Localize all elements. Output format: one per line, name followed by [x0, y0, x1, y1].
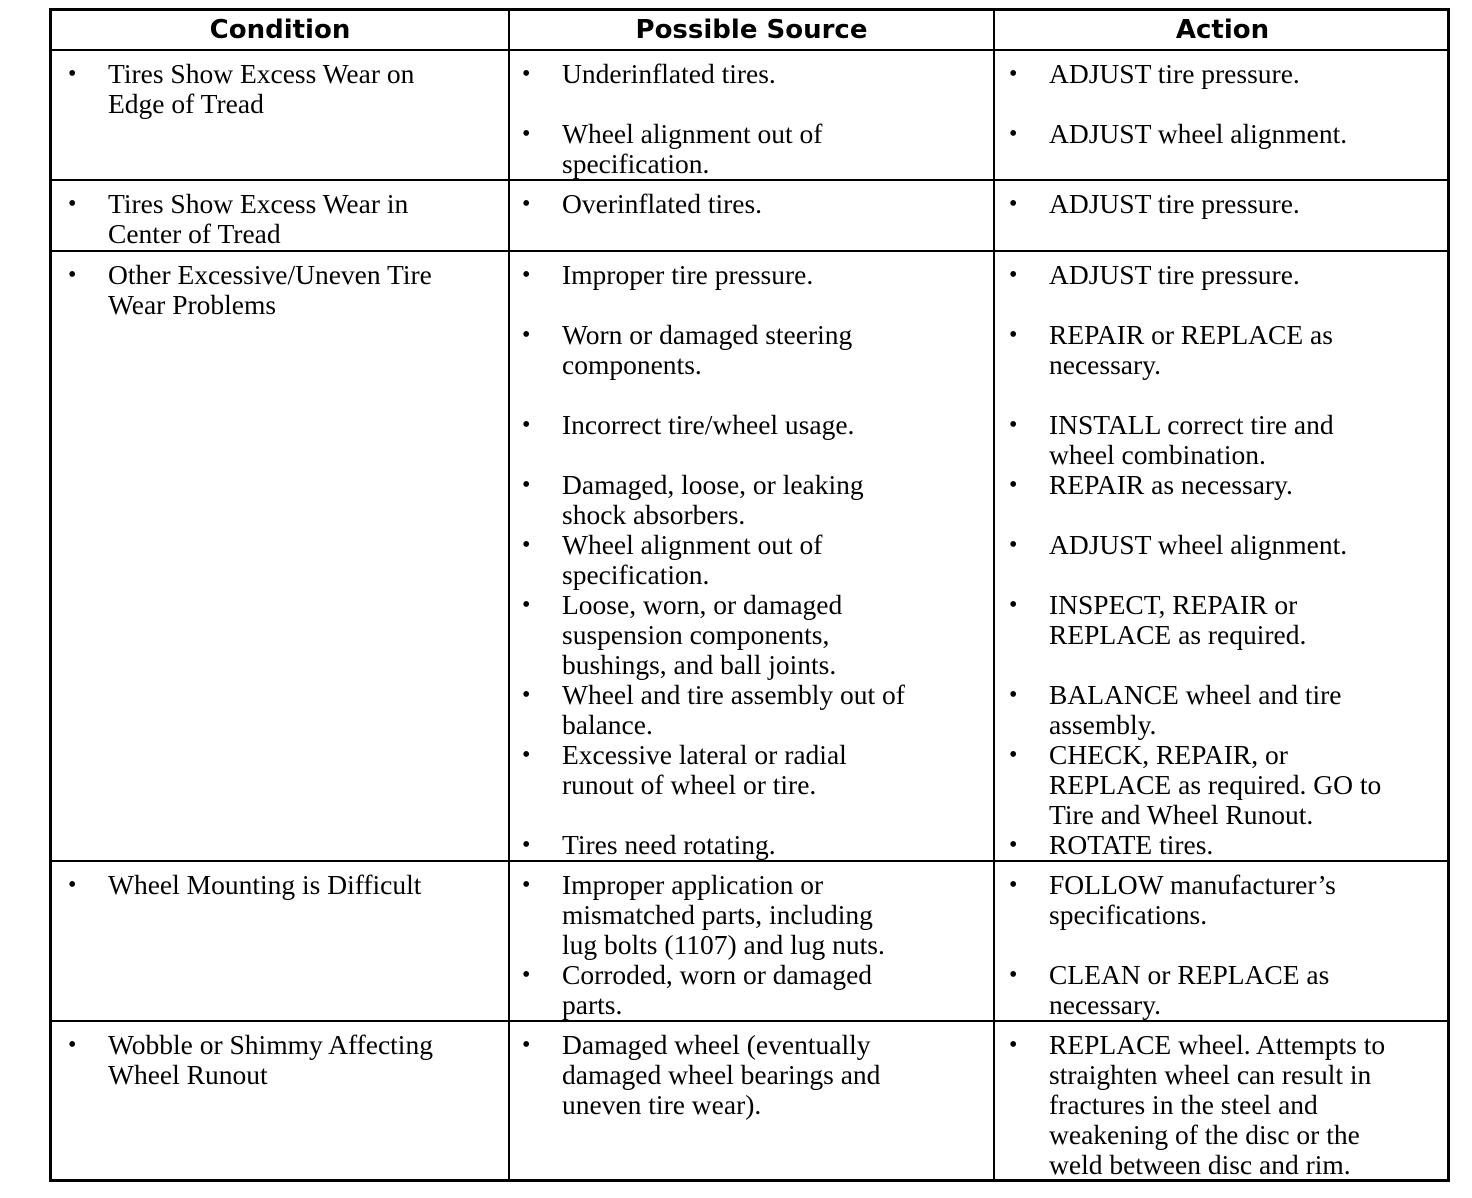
bullet-icon [1009, 680, 1017, 710]
action-text-row3-item3: INSTALL correct tire and [1049, 409, 1334, 440]
condition-text-row1-item1: Tires Show Excess Wear on [108, 58, 415, 89]
diagnosis-table [49, 8, 1450, 1182]
source-text-row1-item1: Underinflated tires. [562, 58, 776, 89]
row-divider [52, 1020, 1447, 1022]
header-action: Action [1175, 15, 1270, 45]
source-text-row3-item2: Worn or damaged steering [562, 319, 853, 350]
source-text-row3-item8: runout of wheel or tire. [562, 769, 817, 800]
action-text-row4-item2: CLEAN or REPLACE as [1049, 959, 1330, 990]
bullet-icon [522, 530, 530, 560]
condition-text-row3-item1: Wear Problems [108, 289, 277, 320]
bullet-icon [1009, 59, 1017, 89]
bullet-icon [1009, 260, 1017, 290]
bullet-icon [68, 189, 76, 219]
action-text-row5-item1: REPLACE wheel. Attempts to [1049, 1029, 1386, 1060]
row-divider [52, 179, 1447, 181]
source-text-row3-item7: Wheel and tire assembly out of [562, 679, 905, 710]
bullet-icon [522, 260, 530, 290]
action-text-row5-item1: weld between disc and rim. [1049, 1149, 1351, 1180]
source-text-row4-item2: Corroded, worn or damaged [562, 959, 873, 990]
action-text-row3-item4: REPAIR as necessary. [1049, 469, 1293, 500]
header-possible-source: Possible Source [635, 15, 868, 45]
condition-text-row5-item1: Wobble or Shimmy Affecting [108, 1029, 433, 1060]
condition-text-row2-item1: Center of Tread [108, 218, 281, 249]
source-text-row4-item1: lug bolts (1107) and lug nuts. [562, 929, 885, 960]
header-condition: Condition [209, 15, 351, 45]
condition-text-row5-item1: Wheel Runout [108, 1059, 268, 1090]
source-text-row3-item4: shock absorbers. [562, 499, 746, 530]
bullet-icon [68, 260, 76, 290]
bullet-icon [1009, 960, 1017, 990]
action-text-row1-item2: ADJUST wheel alignment. [1049, 118, 1348, 149]
bullet-icon [1009, 410, 1017, 440]
source-text-row3-item9: Tires need rotating. [562, 829, 776, 860]
bullet-icon [522, 830, 530, 860]
bullet-icon [522, 410, 530, 440]
action-text-row3-item3: wheel combination. [1049, 439, 1266, 470]
bullet-icon [522, 59, 530, 89]
source-text-row3-item5: Wheel alignment out of [562, 529, 823, 560]
action-text-row5-item1: weakening of the disc or the [1049, 1119, 1360, 1150]
condition-text-row4-item1: Wheel Mounting is Difficult [108, 869, 422, 900]
action-text-row3-item6: REPLACE as required. [1049, 619, 1307, 650]
bullet-icon [68, 59, 76, 89]
bullet-icon [68, 1030, 76, 1060]
source-text-row3-item1: Improper tire pressure. [562, 259, 814, 290]
source-text-row1-item2: specification. [562, 148, 710, 179]
source-text-row3-item8: Excessive lateral or radial [562, 739, 847, 770]
action-text-row3-item7: assembly. [1049, 709, 1157, 740]
source-text-row3-item2: components. [562, 349, 702, 380]
bullet-icon [522, 870, 530, 900]
action-text-row3-item7: BALANCE wheel and tire [1049, 679, 1342, 710]
bullet-icon [1009, 1030, 1017, 1060]
header-rule [52, 49, 1447, 51]
bullet-icon [522, 680, 530, 710]
bullet-icon [1009, 870, 1017, 900]
source-text-row5-item1: uneven tire wear). [562, 1089, 762, 1120]
bullet-icon [522, 590, 530, 620]
action-text-row3-item6: INSPECT, REPAIR or [1049, 589, 1298, 620]
bullet-icon [522, 320, 530, 350]
condition-text-row1-item1: Edge of Tread [108, 88, 264, 119]
action-text-row4-item2: necessary. [1049, 989, 1161, 1020]
source-text-row3-item7: balance. [562, 709, 653, 740]
bullet-icon [1009, 830, 1017, 860]
action-text-row3-item2: necessary. [1049, 349, 1161, 380]
action-text-row3-item5: ADJUST wheel alignment. [1049, 529, 1348, 560]
bullet-icon [1009, 119, 1017, 149]
bullet-icon [68, 870, 76, 900]
row-divider [52, 860, 1447, 862]
action-text-row1-item1: ADJUST tire pressure. [1049, 58, 1300, 89]
action-text-row4-item1: specifications. [1049, 899, 1208, 930]
bullet-icon [522, 960, 530, 990]
column-divider [993, 11, 995, 1179]
action-text-row5-item1: straighten wheel can result in [1049, 1059, 1372, 1090]
condition-text-row3-item1: Other Excessive/Uneven Tire [108, 259, 432, 290]
action-text-row3-item8: Tire and Wheel Runout. [1049, 799, 1314, 830]
source-text-row3-item6: suspension components, [562, 619, 830, 650]
action-text-row5-item1: fractures in the steel and [1049, 1089, 1318, 1120]
action-text-row3-item1: ADJUST tire pressure. [1049, 259, 1300, 290]
source-text-row2-item1: Overinflated tires. [562, 188, 763, 219]
bullet-icon [1009, 189, 1017, 219]
action-text-row3-item8: CHECK, REPAIR, or [1049, 739, 1288, 770]
action-text-row3-item8: REPLACE as required. GO to [1049, 769, 1382, 800]
source-text-row4-item1: Improper application or [562, 869, 824, 900]
action-text-row4-item1: FOLLOW manufacturer’s [1049, 869, 1336, 900]
source-text-row3-item5: specification. [562, 559, 710, 590]
action-text-row3-item2: REPAIR or REPLACE as [1049, 319, 1333, 350]
action-text-row3-item9: ROTATE tires. [1049, 829, 1214, 860]
source-text-row4-item1: mismatched parts, including [562, 899, 873, 930]
row-divider [52, 250, 1447, 252]
bullet-icon [1009, 470, 1017, 500]
bullet-icon [522, 189, 530, 219]
action-text-row2-item1: ADJUST tire pressure. [1049, 188, 1300, 219]
bullet-icon [1009, 320, 1017, 350]
column-divider [508, 11, 510, 1179]
bullet-icon [1009, 530, 1017, 560]
source-text-row1-item2: Wheel alignment out of [562, 118, 823, 149]
source-text-row3-item4: Damaged, loose, or leaking [562, 469, 864, 500]
bullet-icon [522, 119, 530, 149]
source-text-row5-item1: damaged wheel bearings and [562, 1059, 881, 1090]
bullet-icon [1009, 590, 1017, 620]
source-text-row3-item3: Incorrect tire/wheel usage. [562, 409, 855, 440]
source-text-row4-item2: parts. [562, 989, 623, 1020]
bullet-icon [1009, 740, 1017, 770]
bullet-icon [522, 740, 530, 770]
source-text-row3-item6: bushings, and ball joints. [562, 649, 837, 680]
source-text-row5-item1: Damaged wheel (eventually [562, 1029, 871, 1060]
source-text-row3-item6: Loose, worn, or damaged [562, 589, 843, 620]
bullet-icon [522, 1030, 530, 1060]
bullet-icon [522, 470, 530, 500]
condition-text-row2-item1: Tires Show Excess Wear in [108, 188, 409, 219]
